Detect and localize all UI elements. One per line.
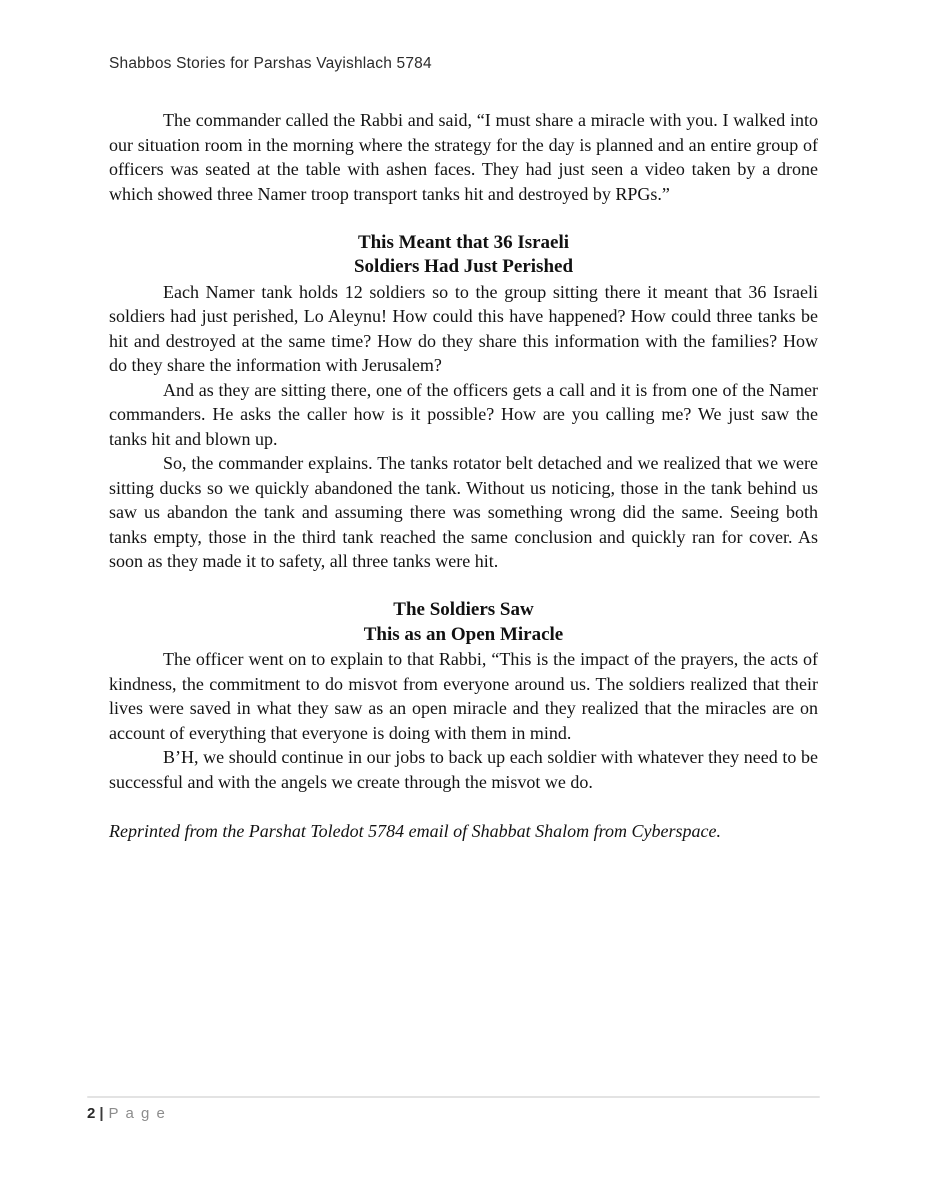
page-label: P a g e [108,1105,167,1122]
document-body [109,108,818,843]
body-paragraph-2: Each Namer tank holds 12 soldiers so to the group sitting there it meant that 36 Israeli soldiers had just perished, Lo Aleynu! How could this have happened? How could three tanks be hit and destroyed at the same time? How do they share this information with the families? How do they share the information with Jerusalem? [109,281,818,375]
document-header [109,55,432,73]
section-heading-1 [109,231,818,280]
page-number: 2 [87,1105,96,1122]
body-paragraph-1: The commander called the Rabbi and said, “I must share a miracle with you. I walked into our situation room in the morning where the strategy for the day is planned and an entire group of officers was seated at the table with ashen faces. They had just seen a video taken by a drone which showed three Namer troop transport tanks hit and destroyed by RPGs.” [109,110,818,204]
footer-divider-line [87,1096,820,1098]
body-paragraph-3: And as they are sitting there, one of the officers gets a call and it is from one of the Namer commanders. He asks the caller how is it possible? How are you calling me? We just saw the tanks hit and blown up. [109,379,818,449]
body-paragraph-6: B’H, we should continue in our jobs to back up each soldier with whatever they need to be successful and with the angels we create through the misvot we do. [109,747,818,792]
header-title: Shabbos Stories for Parshas Vayishlach 5784 [109,55,432,72]
body-paragraph-5: The officer went on to explain to that Rabbi, “This is the impact of the prayers, the acts of kindness, the commitment to do misvot from everyone around us. The soldiers realized that their lives were saved in what they saw as an open miracle and they realized that the miracles are on account of everything that everyone is doing with them in mind. [109,649,818,743]
section-heading-2 [109,598,818,647]
section-heading-1-line-2: Soldiers Had Just Perished [353,256,574,277]
footer-text [87,1105,820,1122]
document-footer [87,1096,820,1122]
section-heading-2-line-2: This as an Open Miracle [363,623,564,645]
footer-separator: | [99,1105,104,1122]
section-heading-2-line-1: The Soldiers Saw [393,599,534,620]
attribution-paragraph: Reprinted from the Parshat Toledot 5784 email of Shabbat Shalom from Cyberspace. [109,820,721,841]
section-heading-1-line-1: This Meant that 36 Israeli [357,231,570,253]
body-paragraph-4: So, the commander explains. The tanks rotator belt detached and we realized that we were sitting ducks so we quickly abandoned the tank. Without us noticing, those in the tank behind us saw us abandon the tank and assuming there was something wrong did the same. Seeing both tanks empty, those in the third tank reached the same conclusion and quickly ran for cover. As soon as they made it to safety, all three tanks were hit. [109,453,818,571]
